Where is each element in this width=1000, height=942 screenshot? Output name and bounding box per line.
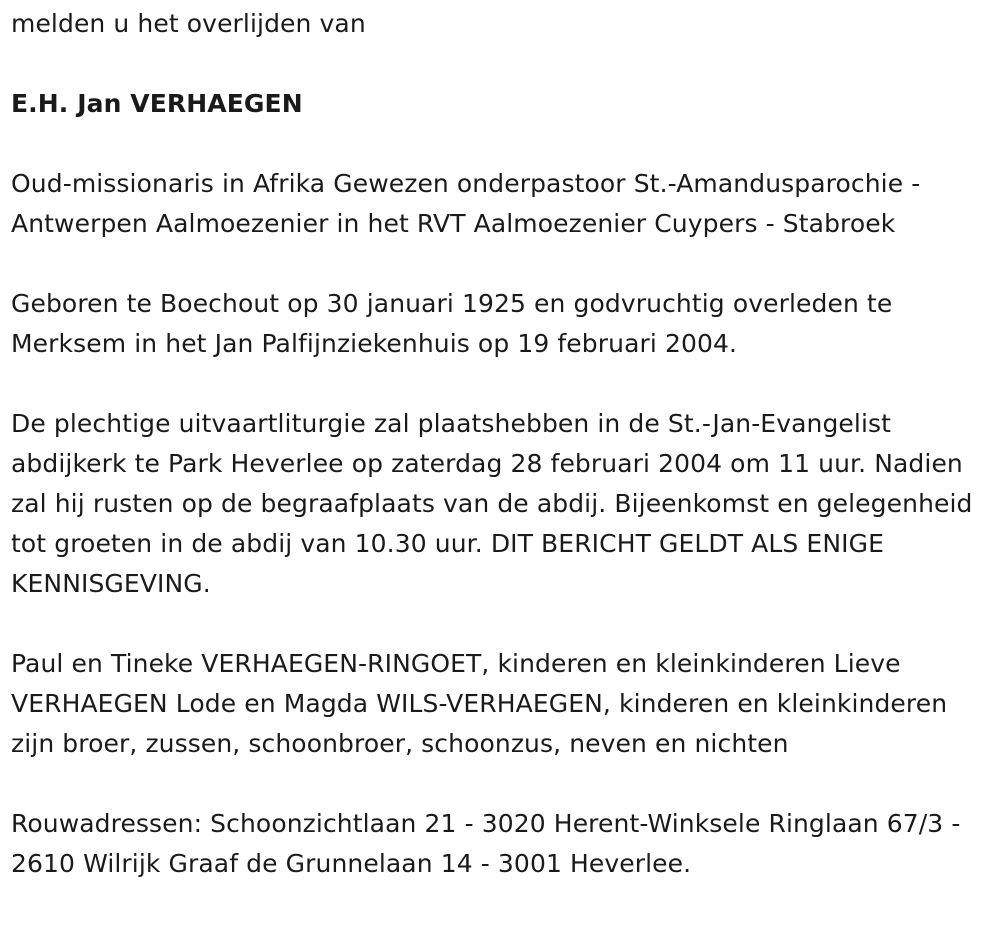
family-paragraph: Paul en Tineke VERHAEGEN-RINGOET, kinderen en kleinkinderen Lieve VERHAEGEN Lode en Magda WILS-VERHAEGEN, kinderen en kleinkinderen zijn broer, zussen, schoonbroer, schoonzus, neven en nichten — [11, 649, 948, 758]
intro-text: melden u het overlijden van — [11, 9, 366, 38]
addresses-paragraph: Rouwadressen: Schoonzichtlaan 21 - 3020 Herent-Winksele Ringlaan 67/3 - 2610 Wilrijk Graaf de Grunnelaan 14 - 3001 Heverlee. — [11, 809, 961, 878]
deceased-name: E.H. Jan VERHAEGEN — [11, 89, 303, 118]
roles-paragraph: Oud-missionaris in Afrika Gewezen onderpastoor St.-Amandusparochie - Antwerpen Aalmoezenier in het RVT Aalmoezenier Cuypers - Stabroek — [11, 169, 921, 238]
funeral-paragraph: De plechtige uitvaartliturgie zal plaatshebben in de St.-Jan-Evangelist abdijkerk te Park Heverlee op zaterdag 28 februari 2004 om 11 uur. Nadien zal hij rusten op de begraafplaats van de abdij. Bijeenkomst en gelegenheid tot groeten in de abdij van 10.30 uur. DIT BERICHT GELDT ALS ENIGE KENNISGEVING. — [11, 409, 973, 598]
birth-death-paragraph: Geboren te Boechout op 30 januari 1925 en godvruchtig overleden te Merksem in het Jan Palfijnziekenhuis op 19 februari 2004. — [11, 289, 893, 358]
